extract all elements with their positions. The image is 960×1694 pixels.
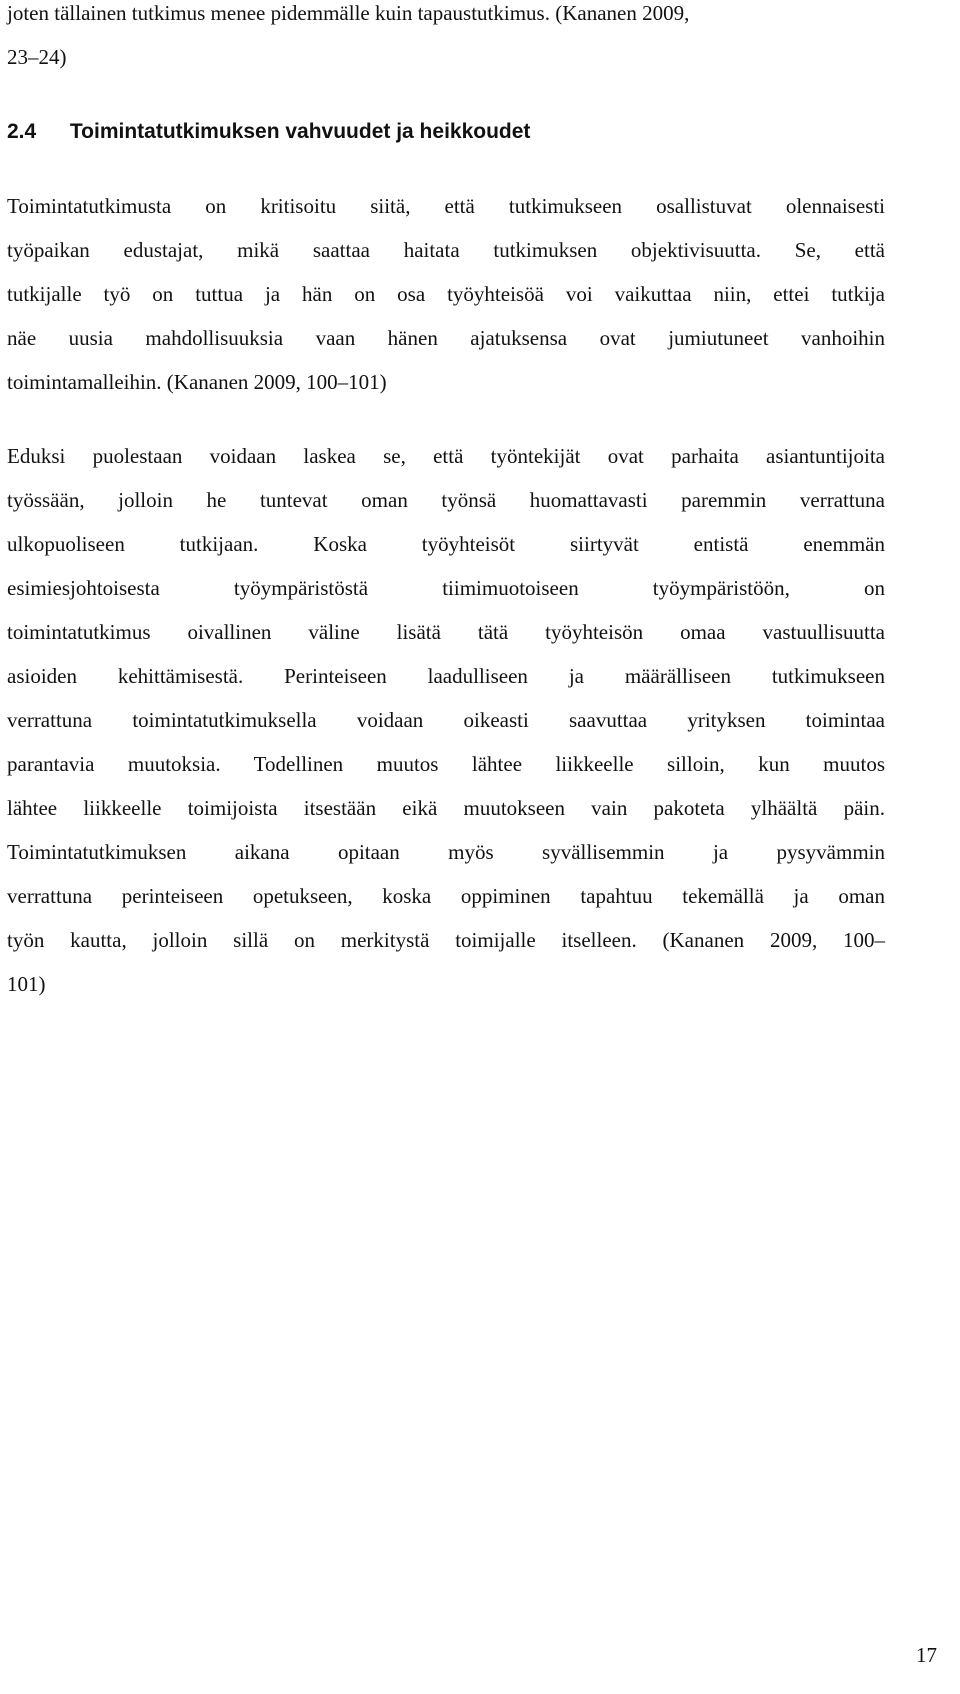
paragraph1-line-3: tutkijalle työ on tuttua ja hän on osa työyhteisöä voi vaikuttaa niin, ettei tutkija	[7, 282, 885, 306]
section-title: Toimintatutkimuksen vahvuudet ja heikkoudet	[69, 120, 531, 143]
page-number: 17	[916, 1643, 937, 1667]
paragraph1-line-5: toimintamalleihin. (Kananen 2009, 100–101)	[7, 370, 387, 394]
paragraph1-line-1: Toimintatutkimusta on kritisoitu siitä, että tutkimukseen osallistuvat olennaisesti	[7, 194, 885, 218]
paragraph2-line-1: Eduksi puolestaan voidaan laskea se, että työntekijät ovat parhaita asiantuntijoita	[7, 444, 885, 468]
paragraph2-line-4: esimiesjohtoisesta työympäristöstä tiimimuotoiseen työympäristöön, on	[7, 576, 885, 600]
paragraph1-line-2: työpaikan edustajat, mikä saattaa haitata tutkimuksen objektivisuutta. Se, että	[7, 238, 885, 262]
paragraph2-line-5: toimintatutkimus oivallinen väline lisätä tätä työyhteisön omaa vastuullisuutta	[7, 620, 885, 644]
section-heading	[7, 121, 530, 142]
paragraph2-line-7: verrattuna toimintatutkimuksella voidaan oikeasti saavuttaa yrityksen toimintaa	[7, 708, 885, 732]
paragraph2-line-3: ulkopuoliseen tutkijaan. Koska työyhteisöt siirtyvät entistä enemmän	[7, 532, 885, 556]
paragraph2-line-9: lähtee liikkeelle toimijoista itsestään eikä muutokseen vain pakoteta ylhäältä päin.	[7, 796, 885, 820]
paragraph2-line-12: työn kautta, jolloin sillä on merkitystä toimijalle itselleen. (Kananen 2009, 100–	[7, 928, 885, 952]
continuation-line-2: 23–24)	[7, 45, 67, 69]
paragraph2-line-13: 101)	[7, 972, 46, 996]
continuation-line-1: joten tällainen tutkimus menee pidemmälle kuin tapaustutkimus. (Kananen 2009,	[7, 1, 690, 25]
paragraph2-line-8: parantavia muutoksia. Todellinen muutos lähtee liikkeelle silloin, kun muutos	[7, 752, 885, 776]
section-number: 2.4	[7, 120, 37, 143]
paragraph2-line-11: verrattuna perinteiseen opetukseen, koska oppiminen tapahtuu tekemällä ja oman	[7, 884, 885, 908]
paragraph2-line-2: työssään, jolloin he tuntevat oman työnsä huomattavasti paremmin verrattuna	[7, 488, 885, 512]
paragraph1-line-4: näe uusia mahdollisuuksia vaan hänen ajatuksensa ovat jumiutuneet vanhoihin	[7, 326, 885, 350]
paragraph2-line-10: Toimintatutkimuksen aikana opitaan myös syvällisemmin ja pysyvämmin	[7, 840, 885, 864]
paragraph2-line-6: asioiden kehittämisestä. Perinteiseen laadulliseen ja määrälliseen tutkimukseen	[7, 664, 885, 688]
